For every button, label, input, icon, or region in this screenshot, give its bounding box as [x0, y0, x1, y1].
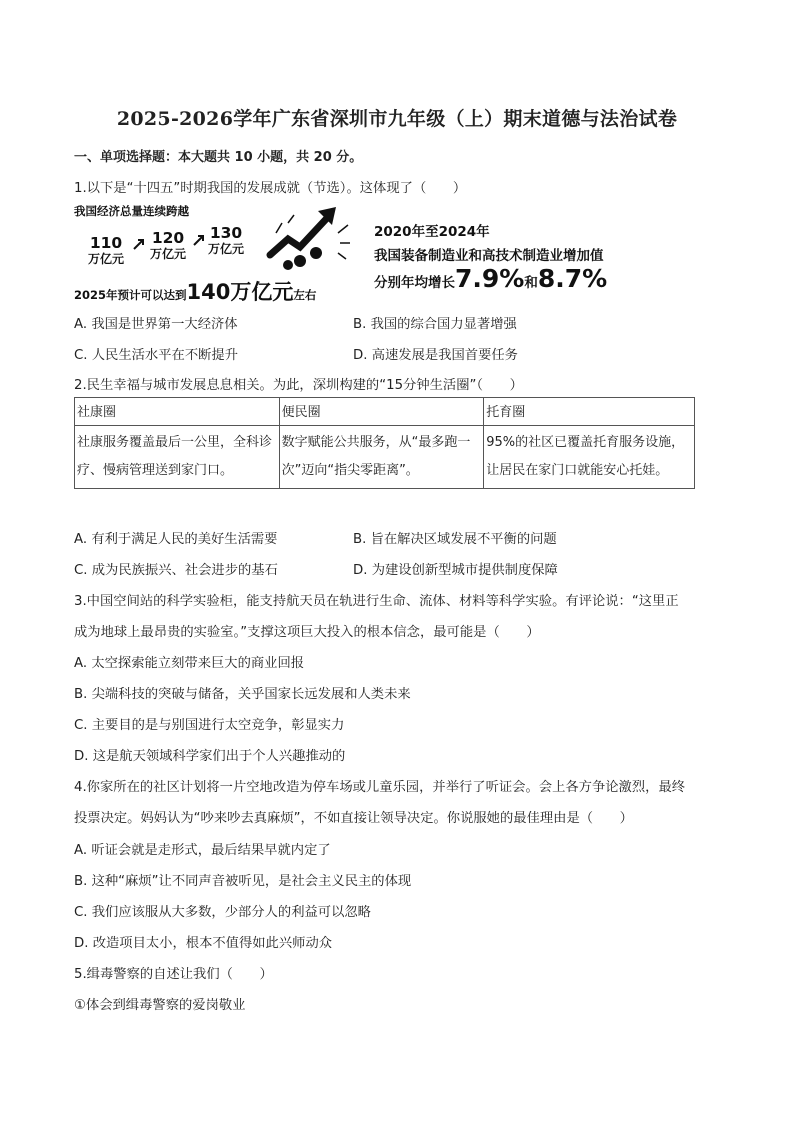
q2-option-b[interactable]: B. 旨在解决区域发展不平衡的问题 [353, 532, 557, 547]
q3-option-b[interactable]: B. 尖端科技的突破与储备，关乎国家长远发展和人类未来 [74, 687, 411, 702]
infographic-subject: 我国装备制造业和高技术制造业增加值 [374, 248, 604, 264]
forecast-suffix: 左右 [293, 288, 317, 302]
gdp-step-3-value: 130 [209, 224, 243, 242]
gdp-step-2-unit: 万亿元 [150, 247, 187, 261]
growth-pct-1: 7.9% [455, 264, 525, 293]
q4-stem-line1: 4.你家所在的社区计划将一片空地改造为停车场或儿童乐园，并举行了听证会。会上各方争论激烈，最终 [74, 780, 686, 795]
q2-option-c[interactable]: C. 成为民族振兴、社会进步的基石 [74, 563, 278, 578]
q2-stem: 2.民生幸福与城市发展息息相关。为此，深圳构建的“15分钟生活圈”（ ） [74, 378, 523, 393]
growth-prefix: 分别年均增长 [374, 275, 455, 291]
table-cell: 数字赋能公共服务，从“最多跑一次”迈向“指尖零距离”。 [279, 426, 484, 489]
q3-option-d[interactable]: D. 这是航天领域科学家们出于个人兴趣推动的 [74, 749, 346, 764]
gdp-step-1-unit: 万亿元 [88, 252, 125, 266]
infographic-growth [374, 264, 634, 293]
table-cell: 社康服务覆盖最后一公里，全科诊疗、慢病管理送到家门口。 [75, 426, 280, 489]
q4-option-d[interactable]: D. 改造项目太小，根本不值得如此兴师动众 [74, 936, 333, 951]
q4-option-c[interactable]: C. 我们应该服从大多数，少部分人的利益可以忽略 [74, 905, 371, 920]
q1-stem: 1.以下是“十四五”时期我国的发展成就（节选）。这体现了（ ） [74, 181, 467, 196]
forecast-prefix: 2025年预计可以达到 [74, 288, 187, 302]
table-cell: 95%的社区已覆盖托育服务设施，让居民在家门口就能安心托娃。 [484, 426, 695, 489]
q5-item-1: ①体会到缉毒警察的爱岗敬业 [74, 998, 246, 1013]
gdp-step-3 [208, 225, 244, 257]
forecast-value: 140万亿元 [186, 280, 294, 304]
q3-stem-line1: 3.中国空间站的科学实验柜，能支持航天员在轨进行生命、流体、材料等科学实验。有评论说：“这里正 [74, 594, 679, 609]
step-arrow-icon [132, 237, 146, 251]
q1-infographic-left [74, 203, 364, 303]
q3-option-a[interactable]: A. 太空探索能立刻带来巨大的商业回报 [74, 656, 305, 671]
gdp-step-2 [150, 230, 186, 262]
gdp-step-1 [88, 235, 124, 267]
table-header-cell: 社康圈 [75, 398, 280, 426]
q1-option-c[interactable]: C. 人民生活水平在不断提升 [74, 348, 239, 363]
q4-option-a[interactable]: A. 听证会就是走形式，最后结果早就内定了 [74, 843, 331, 858]
gdp-step-3-unit: 万亿元 [208, 242, 245, 256]
q1-option-b[interactable]: B. 我国的综合国力显著增强 [353, 317, 517, 332]
q1-infographic-right [374, 220, 634, 293]
step-arrow-icon [192, 233, 206, 247]
infographic-period: 2020年至2024年 [374, 224, 490, 240]
q1-option-d[interactable]: D. 高速发展是我国首要任务 [353, 348, 518, 363]
gdp-step-2-value: 120 [151, 229, 185, 247]
page-title: 2025-2026学年广东省深圳市九年级（上）期末道德与法治试卷 [116, 108, 678, 130]
growth-chart-icon [266, 203, 354, 275]
q4-option-b[interactable]: B. 这种“麻烦”让不同声音被听见，是社会主义民主的体现 [74, 874, 412, 889]
q1-option-a[interactable]: A. 我国是世界第一大经济体 [74, 317, 238, 332]
table-header-cell: 托育圈 [484, 398, 695, 426]
growth-and: 和 [524, 275, 538, 291]
gdp-step-1-value: 110 [89, 234, 123, 252]
q2-table [74, 397, 695, 489]
infographic-forecast [74, 276, 316, 306]
infographic-heading: 我国经济总量连续跨越 [74, 204, 189, 218]
section-heading: 一、单项选择题：本大题共 10 小题，共 20 分。 [74, 150, 363, 165]
q2-option-a[interactable]: A. 有利于满足人民的美好生活需要 [74, 532, 278, 547]
growth-pct-2: 8.7% [537, 264, 608, 293]
table-header-cell: 便民圈 [279, 398, 484, 426]
q3-option-c[interactable]: C. 主要目的是与别国进行太空竞争，彰显实力 [74, 718, 345, 733]
q4-stem-line2: 投票决定。妈妈认为“吵来吵去真麻烦”，不如直接让领导决定。你说服她的最佳理由是（ ） [74, 811, 633, 826]
q3-stem-line2: 成为地球上最昂贵的实验室。”支撑这项巨大投入的根本信念，最可能是（ ） [74, 625, 540, 640]
q2-option-d[interactable]: D. 为建设创新型城市提供制度保障 [353, 563, 558, 578]
q5-stem: 5.缉毒警察的自述让我们（ ） [74, 967, 273, 982]
